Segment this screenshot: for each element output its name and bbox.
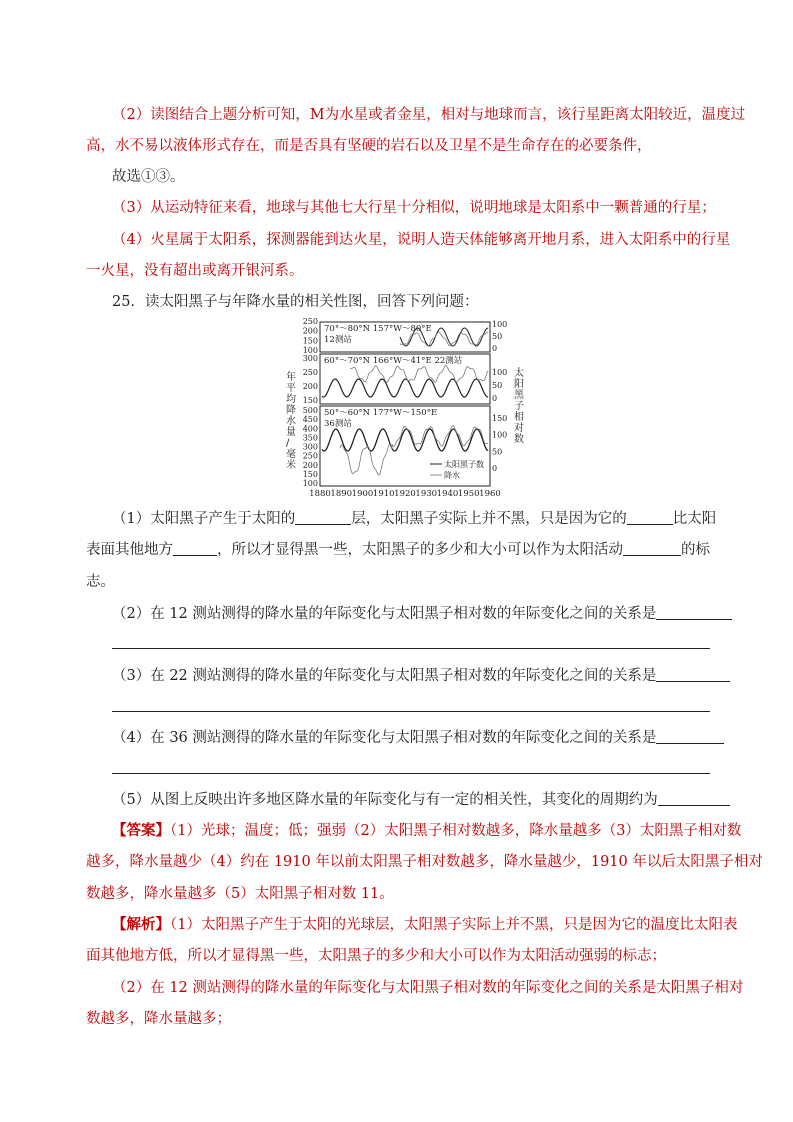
prev-answer-p3: （3）从运动特征来看，地球与其他七大行星十分相似，说明地球是太阳系中一颗普通的行星； [112, 200, 716, 216]
prev-answer-p4-line1: （4）火星属于太阳系，探测器能到达火星，说明人造天体能够离开地月系，进入太阳系中的行星 [112, 232, 731, 248]
panel-1-right-tick: 0 [492, 344, 498, 353]
y-left-label-char: 毫 [286, 449, 296, 460]
q4-answer-line[interactable] [112, 773, 710, 774]
question-1-line2 [86, 540, 716, 560]
y-right-label-char: 对 [514, 423, 524, 434]
panel-3-left-tick: 100 [302, 479, 318, 488]
y-right-label-char: 黑 [514, 390, 524, 401]
answer-line1 [112, 821, 742, 841]
y-right-label-char: 数 [514, 434, 524, 445]
analysis-text-1: （1）太阳黑子产生于太阳的光球层，太阳黑子实际上并不黑，只是因为它的温度比太阳表 [170, 917, 738, 933]
panel-3-right-tick: 100 [492, 430, 508, 440]
x-tick: 1960 [479, 489, 501, 499]
y-right-label-char: 太 [514, 368, 524, 379]
panel-3-left-tick: 450 [302, 415, 318, 425]
q1-blank-2[interactable] [627, 510, 673, 525]
panel-3-coords: 50°～60°N 177°W～150°E [324, 408, 438, 418]
y-right-label-char: 子 [514, 401, 524, 412]
panel-3-left-tick: 400 [302, 424, 318, 434]
y-left-label-char: 降 [286, 405, 296, 416]
legend-sunspot: 太阳黑子数 [444, 460, 484, 469]
panel-1-right-tick: 50 [492, 332, 503, 341]
answer-text-1: （1）光球；温度；低；强弱（2）太阳黑子相对数越多，降水量越多（3）太阳黑子相对数 [170, 823, 742, 839]
question-stem: 25．读太阳黑子与年降水量的相关性图，回答下列问题： [112, 294, 479, 310]
q1-text-a: （1）太阳黑子产生于太阳的 [112, 511, 296, 527]
q5-text: （5）从图上反映出许多地区降水量的年际变化与有一定的相关性，其变化的周期约为 [112, 792, 658, 808]
panel-1-coords: 70°～80°N 157°W～80°E [324, 324, 432, 334]
q1-text-e: ，所以才显得黑一些，太阳黑子的多少和大小可以作为太阳活动 [217, 542, 623, 558]
panel-1-left-tick: 200 [302, 326, 318, 336]
q3-blank[interactable] [656, 667, 730, 682]
question-3 [112, 666, 742, 686]
prev-answer-p2-line1: （2）读图结合上题分析可知，M为水星或者金星，相对与地球而言，该行星距离太阳较近，温度过 [112, 107, 746, 123]
y-left-label-char: 年 [286, 372, 296, 383]
q1-text-c: 比太阳 [672, 511, 717, 527]
q1-text-b: 层，太阳黑子实际上并不黑，只是因为它的 [351, 511, 627, 527]
x-tick: 1910 [372, 489, 395, 499]
panel-2-right-tick: 100 [492, 368, 508, 377]
x-tick: 1880 [309, 489, 331, 499]
panel-2-right-tick: 0 [492, 394, 498, 403]
sunspot-precipitation-figure [280, 317, 524, 500]
y-left-label-char: 米 [286, 460, 296, 471]
panel-2-left-tick: 200 [302, 382, 318, 391]
panel-1-right-tick: 100 [492, 320, 508, 329]
panel-3-right-tick: 0 [492, 464, 498, 473]
q2-blank[interactable] [656, 605, 732, 620]
y-left-label-char: 平 [286, 383, 296, 394]
y-right-label [514, 366, 525, 445]
x-tick: 1900 [351, 489, 374, 499]
analysis-tag: 【解析】 [112, 916, 170, 933]
y-left-label-char: 均 [286, 394, 296, 405]
panel-3-sunspot-curve [322, 429, 488, 451]
q4-blank[interactable] [656, 729, 724, 744]
question-4 [112, 728, 742, 748]
panel-2-coords: 60°～70°N 166°W～41°E 22测站 [324, 356, 463, 366]
x-tick: 1940 [436, 489, 459, 499]
x-tick: 1950 [457, 489, 480, 499]
legend-rain: 降水 [444, 471, 460, 480]
q1-text-d: 表面其他地方 [86, 542, 173, 558]
panel-2-sunspot-curve [322, 379, 488, 397]
answer-line2: 越多，降水量越少（4）约在 1910 年以前太阳黑子相对数越多，降水量越少，1910 年以后太阳黑子相对 [86, 854, 763, 870]
q1-text-f: 的标 [681, 542, 710, 558]
q3-answer-line[interactable] [112, 711, 710, 712]
panel-3-left-tick: 150 [302, 469, 318, 479]
y-right-label-char: 相 [514, 412, 524, 423]
panel-2-right-tick: 50 [492, 381, 503, 390]
q4-text: （4）在 36 测站测得的降水量的年际变化与太阳黑子相对数的年际变化之间的关系是 [112, 730, 657, 746]
panel-2-left-tick: 150 [302, 396, 318, 405]
answer-line3: 数越多，降水量越多（5）太阳黑子相对数 11。 [86, 886, 394, 902]
panel-1-left-tick: 100 [302, 346, 318, 355]
question-5 [112, 790, 742, 810]
panel-3-station: 36测站 [324, 419, 352, 429]
question-1-line1 [112, 509, 742, 529]
q2-text: （2）在 12 测站测得的降水量的年际变化与太阳黑子相对数的年际变化之间的关系是 [112, 606, 657, 622]
panel-3-left-tick: 500 [302, 406, 318, 415]
analysis-line3: （2）在 12 测站测得的降水量的年际变化与太阳黑子相对数的年际变化之间的关系是太阳黑子相对 [112, 980, 744, 996]
analysis-line4: 数越多，降水量越多； [86, 1011, 231, 1027]
y-right-label-char: 阳 [514, 379, 524, 390]
x-tick: 1920 [394, 489, 416, 499]
panel-3-left-tick: 200 [302, 460, 318, 470]
q1-blank-4[interactable] [623, 541, 681, 556]
panel-3-left-tick: 350 [302, 433, 318, 443]
analysis-line2: 面其他地方低，所以才显得黑一些，太阳黑子的多少和大小可以作为太阳活动强弱的标志； [86, 948, 666, 964]
q3-text: （3）在 22 测站测得的降水量的年际变化与太阳黑子相对数的年际变化之间的关系是 [112, 668, 657, 684]
y-left-label [286, 370, 296, 471]
panel-1-station: 12测站 [324, 335, 352, 345]
panel-3-left-tick: 250 [302, 451, 318, 461]
question-1-line3: 志。 [86, 574, 115, 590]
panel-3-right-tick: 50 [492, 447, 503, 457]
panel-2-left-tick: 250 [302, 368, 318, 377]
x-tick: 1890 [330, 489, 353, 499]
panel-3-left-tick: 300 [302, 442, 318, 452]
y-left-label-char: 水 [286, 416, 296, 427]
question-2 [112, 604, 742, 624]
q5-blank[interactable] [658, 791, 730, 806]
prev-answer-p2-line3: 故选①③。 [112, 169, 185, 185]
prev-answer-p4-line2: 一火星，没有超出或离开银河系。 [86, 263, 304, 279]
panel-1-left-tick: 250 [302, 317, 318, 326]
panel-2-left-tick: 300 [302, 354, 318, 363]
panel-3-right-tick: 150 [492, 414, 508, 423]
y-left-label-char: 量 [286, 427, 296, 438]
panel-2-rain-curve [350, 366, 488, 383]
y-left-label-char: / [286, 438, 290, 449]
x-tick: 1930 [415, 489, 438, 499]
q1-blank-1[interactable] [295, 510, 351, 525]
panel-1-left-tick: 150 [302, 336, 318, 346]
answer-tag: 【答案】 [112, 822, 170, 839]
analysis-line1 [112, 915, 742, 935]
prev-answer-p2-line2: 高，水不易以液体形式存在，而是否具有坚硬的岩石以及卫星不是生命存在的必要条件， [86, 138, 652, 154]
q2-answer-line[interactable] [112, 648, 710, 649]
q1-blank-3[interactable] [173, 541, 217, 556]
